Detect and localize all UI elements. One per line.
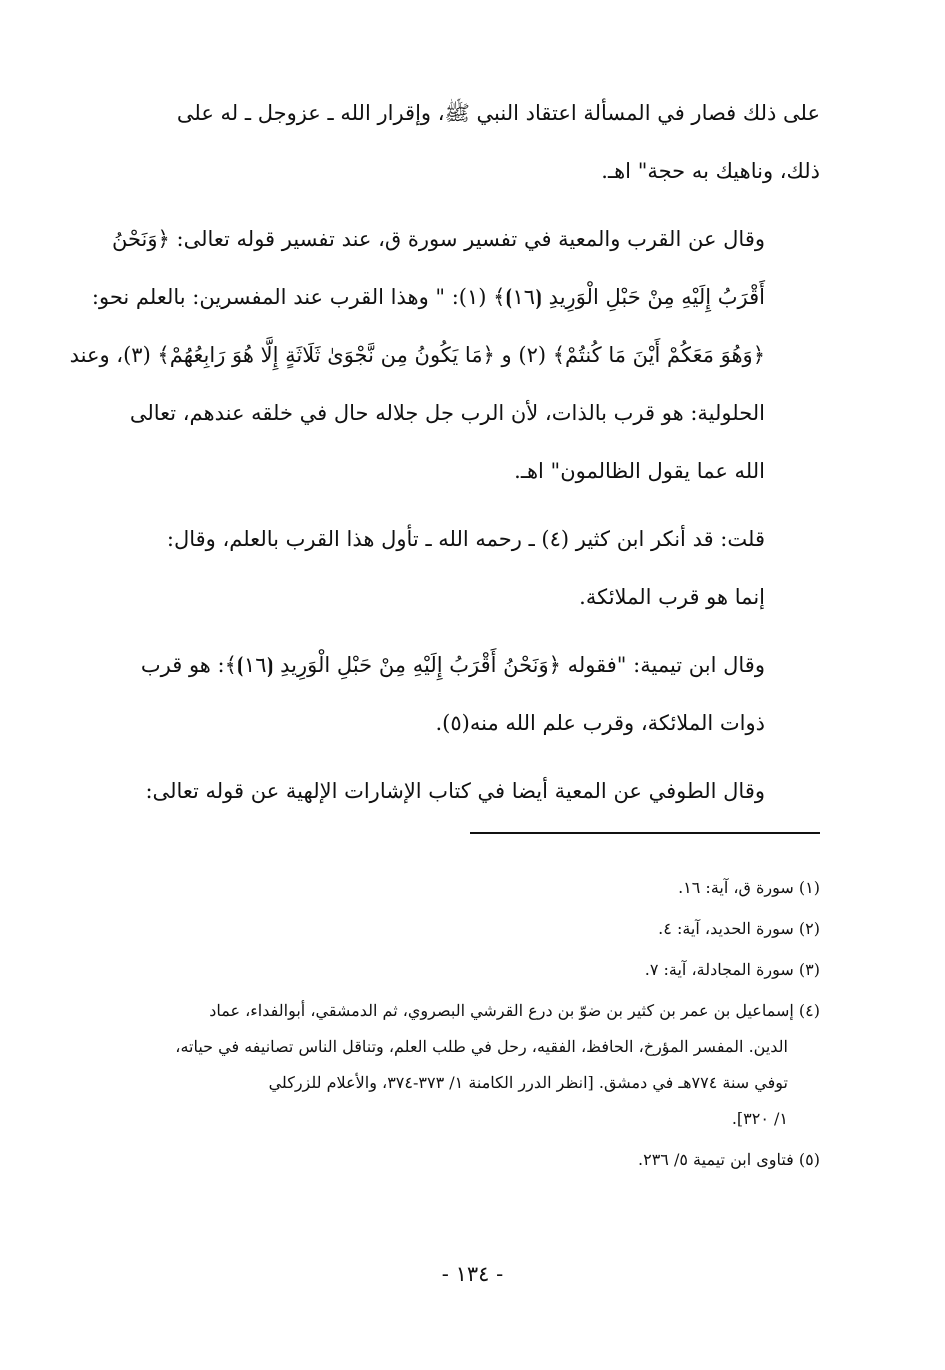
footnotes xyxy=(92,870,820,1183)
footnote-1 xyxy=(92,870,820,906)
text-line: وقال ابن تيمية: "فقوله ﴿وَنَحْنُ أَقْرَبُ إِلَيْهِ مِنْ حَبْلِ الْوَرِيدِ ⦗١٦⦘﴾: هو قرب xyxy=(140,653,765,677)
footnote-line: (٣) سورة المجادلة، آية: ٧. xyxy=(644,960,820,979)
footnote-2 xyxy=(92,911,820,947)
footnote-line: (٥) فتاوى ابن تيمية ٥/ ٢٣٦. xyxy=(638,1150,820,1169)
text-line: ﴿وَهُوَ مَعَكُمْ أَيْنَ مَا كُنتُمْ﴾ (٢) و ﴿مَا يَكُونُ مِن نَّجْوَىٰ ثَلَاثَةٍ إِلَّا هُوَ رَابِعُهُمْ﴾ (٣)، وعند xyxy=(69,343,765,367)
footnote-divider xyxy=(470,832,820,834)
paragraph-1 xyxy=(92,84,820,200)
footnote-line: (١) سورة ق، آية: ١٦. xyxy=(678,878,820,897)
footnote-line: (٤) إسماعيل بن عمر بن كثير بن ضوّ بن درع القرشي البصروي، ثم الدمشقي، أبوالفداء، عماد xyxy=(209,1001,820,1020)
footnote-line: (٢) سورة الحديد، آية: ٤. xyxy=(658,919,820,938)
text-line: إنما هو قرب الملائكة. xyxy=(579,585,765,609)
paragraph-4 xyxy=(92,636,820,752)
text-line: أَقْرَبُ إِلَيْهِ مِنْ حَبْلِ الْوَرِيدِ ⦗١٦⦘﴾ (١): " وهذا القرب عند المفسرين: بالعلم نحو: xyxy=(91,285,765,309)
text-line: الله عما يقول الظالمون" اهـ. xyxy=(514,459,765,483)
main-text xyxy=(69,84,820,830)
footnote-line: توفي سنة ٧٧٤هـ في دمشق. [انظر الدرر الكامنة ١/ ٣٧٣-٣٧٤، والأعلام للزركلي xyxy=(268,1073,788,1092)
page-number: - ١٣٤ - xyxy=(441,1262,504,1286)
footnote-line: ١/ ٣٢٠]. xyxy=(731,1109,788,1128)
text-line: ذوات الملائكة، وقرب علم الله منه(٥). xyxy=(435,711,765,735)
footnote-4 xyxy=(92,993,820,1137)
text-line: على ذلك فصار في المسألة اعتقاد النبي ﷺ، وإقرار الله ـ عزوجل ـ له على xyxy=(176,101,820,125)
text-line: وقال عن القرب والمعية في تفسير سورة ق، عند تفسير قوله تعالى: ﴿وَنَحْنُ xyxy=(112,227,765,251)
paragraph-5 xyxy=(92,762,820,820)
text-line: الحلولية: هو قرب بالذات، لأن الرب جل جلاله حال في خلقه عندهم، تعالى xyxy=(129,401,765,425)
footnote-3 xyxy=(92,952,820,988)
paragraph-2 xyxy=(69,210,820,500)
footnote-5 xyxy=(92,1142,820,1178)
text-line: وقال الطوفي عن المعية أيضا في كتاب الإشارات الإلهية عن قوله تعالى: xyxy=(145,779,765,803)
footnote-line: الدين. المفسر المؤرخ، الحافظ، الفقيه، رحل في طلب العلم، وتناقل الناس تصانيفه في حياته، xyxy=(175,1037,788,1056)
paragraph-3 xyxy=(92,510,820,626)
text-line: قلت: قد أنكر ابن كثير (٤) ـ رحمه الله ـ تأول هذا القرب بالعلم، وقال: xyxy=(166,527,765,551)
text-line: ذلك، وناهيك به حجة" اهـ. xyxy=(601,159,820,183)
